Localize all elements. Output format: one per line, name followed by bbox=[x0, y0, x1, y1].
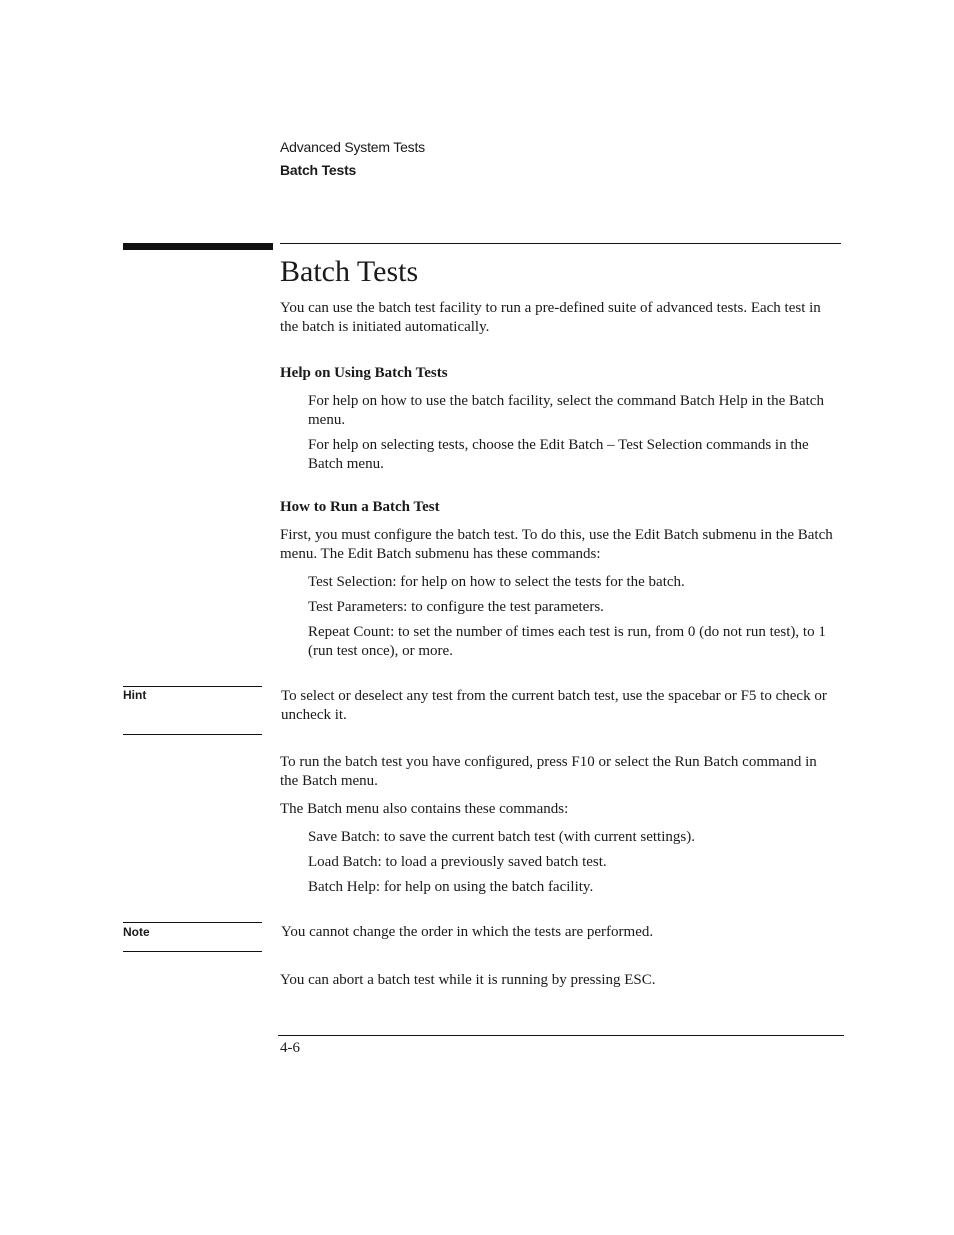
edit-batch-command: Test Selection: for help on how to select the tests for the batch. bbox=[308, 574, 685, 590]
running-header-section: Batch Tests bbox=[280, 162, 357, 178]
help-heading: Help on Using Batch Tests bbox=[280, 365, 448, 381]
help-item: For help on how to use the batch facility, select the command Batch Help in the Batch menu. bbox=[308, 393, 824, 428]
hint-top-rule bbox=[123, 686, 262, 687]
batch-menu-command: Load Batch: to load a previously saved batch test. bbox=[308, 854, 607, 870]
note-top-rule bbox=[123, 922, 262, 923]
footer-rule bbox=[278, 1035, 844, 1036]
abort-paragraph: You can abort a batch test while it is running by pressing ESC. bbox=[280, 972, 656, 988]
section-thick-rule bbox=[123, 243, 273, 250]
hint-text: To select or deselect any test from the current batch test, use the spacebar or F5 to check or uncheck it. bbox=[281, 688, 827, 723]
page-number: 4-6 bbox=[280, 1040, 300, 1056]
page-title: Batch Tests bbox=[280, 255, 419, 288]
edit-batch-command: Repeat Count: to set the number of times each test is run, from 0 (do not run test), to 1 (run test once), or more. bbox=[308, 624, 826, 659]
menu-intro-paragraph: The Batch menu also contains these commands: bbox=[280, 801, 569, 817]
batch-menu-command: Batch Help: for help on using the batch facility. bbox=[308, 879, 594, 895]
hint-bottom-rule bbox=[123, 734, 262, 735]
help-item: For help on selecting tests, choose the Edit Batch – Test Selection commands in the Batch menu. bbox=[308, 437, 809, 472]
note-text: You cannot change the order in which the tests are performed. bbox=[281, 924, 654, 940]
note-label: Note bbox=[123, 925, 150, 939]
run-intro-paragraph: First, you must configure the batch test. To do this, use the Edit Batch submenu in the Batch menu. The Edit Batch submenu has these commands: bbox=[280, 527, 833, 562]
run-batch-paragraph: To run the batch test you have configured, press F10 or select the Run Batch command in the Batch menu. bbox=[280, 754, 817, 789]
note-bottom-rule bbox=[123, 951, 262, 952]
run-heading: How to Run a Batch Test bbox=[280, 499, 440, 515]
edit-batch-command: Test Parameters: to configure the test parameters. bbox=[308, 599, 604, 615]
running-header-chapter: Advanced System Tests bbox=[280, 139, 425, 155]
intro-paragraph: You can use the batch test facility to run a pre-defined suite of advanced tests. Each test in the batch is initiated automatically. bbox=[280, 300, 821, 335]
section-thin-rule bbox=[280, 243, 841, 244]
batch-menu-command: Save Batch: to save the current batch test (with current settings). bbox=[308, 829, 695, 845]
hint-label: Hint bbox=[123, 688, 147, 702]
